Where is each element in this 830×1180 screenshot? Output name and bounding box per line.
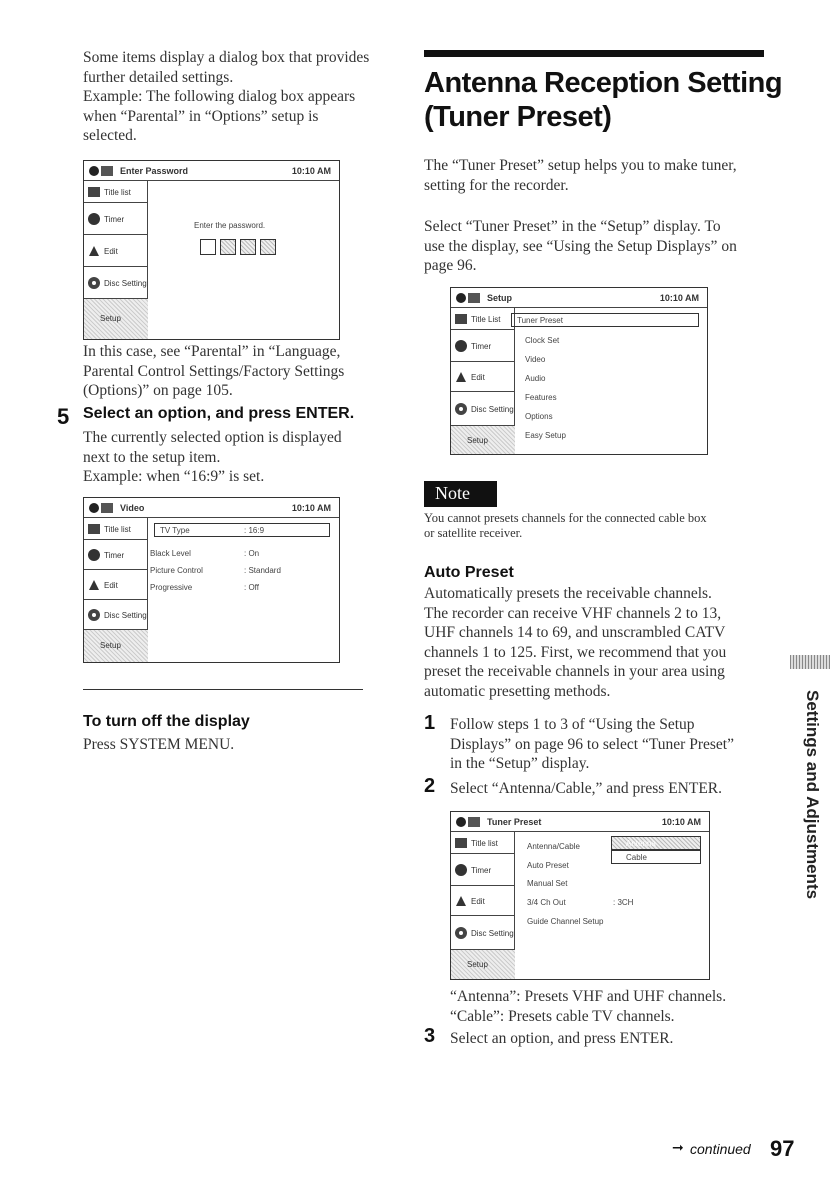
side-disc-setting: Disc Setting: [451, 916, 515, 950]
menu-topbar: [84, 161, 339, 181]
side-title-list: Title list: [451, 832, 515, 854]
menu-title: Tuner Preset: [487, 817, 542, 827]
note-line: You cannot presets channels for the connected cable box: [424, 511, 707, 525]
title-list-icon: [454, 836, 468, 850]
section-divider: [83, 689, 363, 690]
case-line: Parental Control Settings/Factory Settings: [83, 362, 345, 380]
page-title-line: (Tuner Preset): [424, 101, 612, 133]
row-label: TV Type: [160, 526, 190, 535]
text-line: use the display, see “Using the Setup Displays” on: [424, 237, 737, 255]
text-line: “Antenna”: Presets VHF and UHF channels.: [450, 988, 727, 1005]
dvd-logo-icon: [455, 291, 481, 305]
turn-off-heading: To turn off the display: [83, 713, 250, 730]
row-label: Picture Control: [150, 566, 203, 575]
step-5-number: 5: [57, 404, 70, 429]
text-line: channels 1 to 125. First, we recommend that you: [424, 643, 727, 661]
text-line: preset the receivable channels in your area using: [424, 663, 725, 680]
menu-time: 10:10 AM: [291, 166, 331, 176]
setup-item: Clock Set: [525, 336, 560, 345]
side-setup: Setup: [451, 950, 515, 980]
setup-item: Easy Setup: [525, 431, 566, 440]
text-line: Follow steps 1 to 3 of “Using the Setup: [450, 716, 695, 733]
step-5-heading: Select an option, and press ENTER.: [83, 405, 355, 422]
menu-topbar: [84, 498, 339, 518]
setup-item: Tuner Preset: [517, 316, 563, 325]
setup-menu-screenshot: [450, 287, 708, 455]
text-line: The “Tuner Preset” setup helps you to make tuner,: [424, 157, 737, 174]
step-1-text: [450, 715, 790, 774]
side-timer: Timer: [84, 540, 148, 570]
intro-line: when “Parental” in “Options” setup is: [83, 107, 319, 125]
side-title-list: Title list: [84, 181, 148, 203]
timer-icon: [87, 548, 101, 562]
dvd-logo-icon: [88, 501, 114, 515]
note-label: Note: [435, 483, 470, 503]
page-title-line: Antenna Reception Setting: [424, 67, 783, 99]
side-disc-setting: Disc Setting: [84, 267, 148, 299]
side-title-list: Title List: [451, 308, 515, 330]
step-5-line: next to the setup item.: [83, 448, 221, 466]
text-line: “Cable”: Presets cable TV channels.: [450, 1007, 675, 1025]
disc-setting-icon: [454, 926, 468, 940]
menu-sidebar: [84, 518, 148, 662]
timer-icon: [454, 339, 468, 353]
side-timer: Timer: [84, 203, 148, 235]
menu-title: Setup: [487, 293, 513, 303]
intro-right: [424, 156, 774, 195]
intro-paragraph: [83, 48, 403, 146]
menu-time: 10:10 AM: [659, 293, 699, 303]
tuner-item: Guide Channel Setup: [527, 917, 604, 926]
menu-time: 10:10 AM: [291, 503, 331, 513]
step-2-text: Select “Antenna/Cable,” and press ENTER.: [450, 780, 723, 797]
timer-icon: [87, 212, 101, 226]
tuner-item: Auto Preset: [527, 861, 569, 870]
edit-icon: [87, 578, 101, 592]
text-line: Displays” on page 96 to select “Tuner Preset”: [450, 735, 734, 753]
intro-line: further detailed settings.: [83, 68, 234, 86]
setup-item: Audio: [525, 374, 546, 383]
tuner-item: Antenna/Cable: [527, 842, 580, 851]
password-dialog-screenshot: [83, 160, 340, 340]
menu-topbar: [451, 812, 709, 832]
side-edit: Edit: [451, 362, 515, 392]
edit-icon: [454, 894, 468, 908]
menu-title: Enter Password: [120, 166, 189, 176]
step-3-text: Select an option, and press ENTER.: [450, 1030, 674, 1047]
menu-sidebar: [451, 832, 515, 979]
case-line: In this case, see “Parental” in “Language,: [83, 343, 341, 360]
option-antenna: Antenna: [611, 836, 701, 850]
menu-time: 10:10 AM: [661, 817, 701, 827]
edit-icon: [87, 244, 101, 258]
menu-topbar: [451, 288, 707, 308]
title-list-icon: [454, 312, 468, 326]
setup-item: Video: [525, 355, 546, 364]
text-line: page 96.: [424, 257, 477, 274]
step-1-number: 1: [424, 712, 436, 734]
side-setup: Setup: [84, 299, 148, 340]
row-value: : Off: [244, 583, 259, 592]
title-rule: [424, 50, 764, 57]
row-value: : On: [244, 549, 260, 558]
row-value: : Standard: [244, 566, 281, 575]
turn-off-text: Press SYSTEM MENU.: [83, 736, 235, 753]
step-5-line: The currently selected option is displayed: [83, 429, 342, 446]
text-line: Select “Tuner Preset” in the “Setup” display. To: [424, 218, 721, 235]
continued-label: continued: [690, 1141, 751, 1157]
disc-setting-icon: [454, 402, 468, 416]
case-line: (Options)” on page 105.: [83, 382, 233, 399]
menu-title: Video: [120, 503, 145, 513]
timer-icon: [454, 863, 468, 877]
tuner-item: Manual Set: [527, 879, 568, 888]
side-edit: Edit: [451, 886, 515, 916]
setup-item: Features: [525, 393, 557, 402]
text-line: automatic presetting methods.: [424, 682, 611, 700]
side-disc-setting: Disc Setting: [84, 600, 148, 630]
disc-setting-icon: [87, 276, 101, 290]
step-5-line: Example: when “16:9” is set.: [83, 468, 265, 485]
step-5-paragraph: [83, 428, 403, 487]
auto-preset-paragraph: [424, 584, 784, 701]
tuner-ch-out-value: : 3CH: [613, 898, 634, 907]
step-3-number: 3: [424, 1025, 436, 1047]
setup-item: Options: [525, 412, 553, 421]
note-line: or satellite receiver.: [424, 526, 523, 540]
page-number: 97: [770, 1136, 795, 1161]
side-timer: Timer: [451, 854, 515, 886]
edit-icon: [454, 370, 468, 384]
side-edit: Edit: [84, 235, 148, 267]
antenna-cable-description: [450, 987, 790, 1026]
option-cable: Cable: [611, 850, 701, 864]
row-value: : 16:9: [244, 526, 265, 535]
note-badge: [424, 481, 497, 507]
side-tab-marker: [790, 655, 830, 669]
tuner-preset-menu-screenshot: [450, 811, 710, 980]
tuner-item: 3/4 Ch Out: [527, 898, 566, 907]
intro-line: Example: The following dialog box appears: [83, 88, 356, 105]
case-paragraph: [83, 342, 403, 401]
text-line: Automatically presets the receivable channels.: [424, 585, 712, 602]
text-line: The recorder can receive VHF channels 2 to 13,: [424, 604, 722, 622]
text-line: UHF channels 14 to 69, and unscrambled CATV: [424, 624, 726, 641]
dvd-logo-icon: [455, 815, 481, 829]
auto-preset-heading: Auto Preset: [424, 564, 514, 581]
note-text: [424, 511, 794, 541]
text-line: in the “Setup” display.: [450, 755, 590, 772]
side-edit: Edit: [84, 570, 148, 600]
side-setup: Setup: [84, 630, 148, 663]
title-list-icon: [87, 522, 101, 536]
intro-line: Some items display a dialog box that provides: [83, 49, 370, 66]
text-line: setting for the recorder.: [424, 176, 569, 194]
side-title-list: Title list: [84, 518, 148, 540]
side-setup: Setup: [451, 426, 515, 455]
arrow-right-icon: ➞: [672, 1140, 684, 1156]
password-boxes: [200, 239, 280, 255]
intro-line: selected.: [83, 127, 137, 144]
page-title: [424, 66, 782, 134]
dvd-logo-icon: [88, 164, 114, 178]
footer: [672, 1138, 802, 1168]
title-list-icon: [87, 185, 101, 199]
side-disc-setting: Disc Setting: [451, 392, 515, 426]
menu-sidebar: [84, 181, 148, 339]
row-label: Progressive: [150, 583, 193, 592]
side-timer: Timer: [451, 330, 515, 362]
row-label: Black Level: [150, 549, 191, 558]
menu-sidebar: [451, 308, 515, 454]
select-paragraph: [424, 217, 774, 276]
step-2-number: 2: [424, 775, 436, 797]
disc-setting-icon: [87, 608, 101, 622]
password-prompt: Enter the password.: [194, 221, 266, 230]
side-tab-label: Settings and Adjustments: [803, 690, 822, 900]
video-menu-screenshot: [83, 497, 340, 663]
